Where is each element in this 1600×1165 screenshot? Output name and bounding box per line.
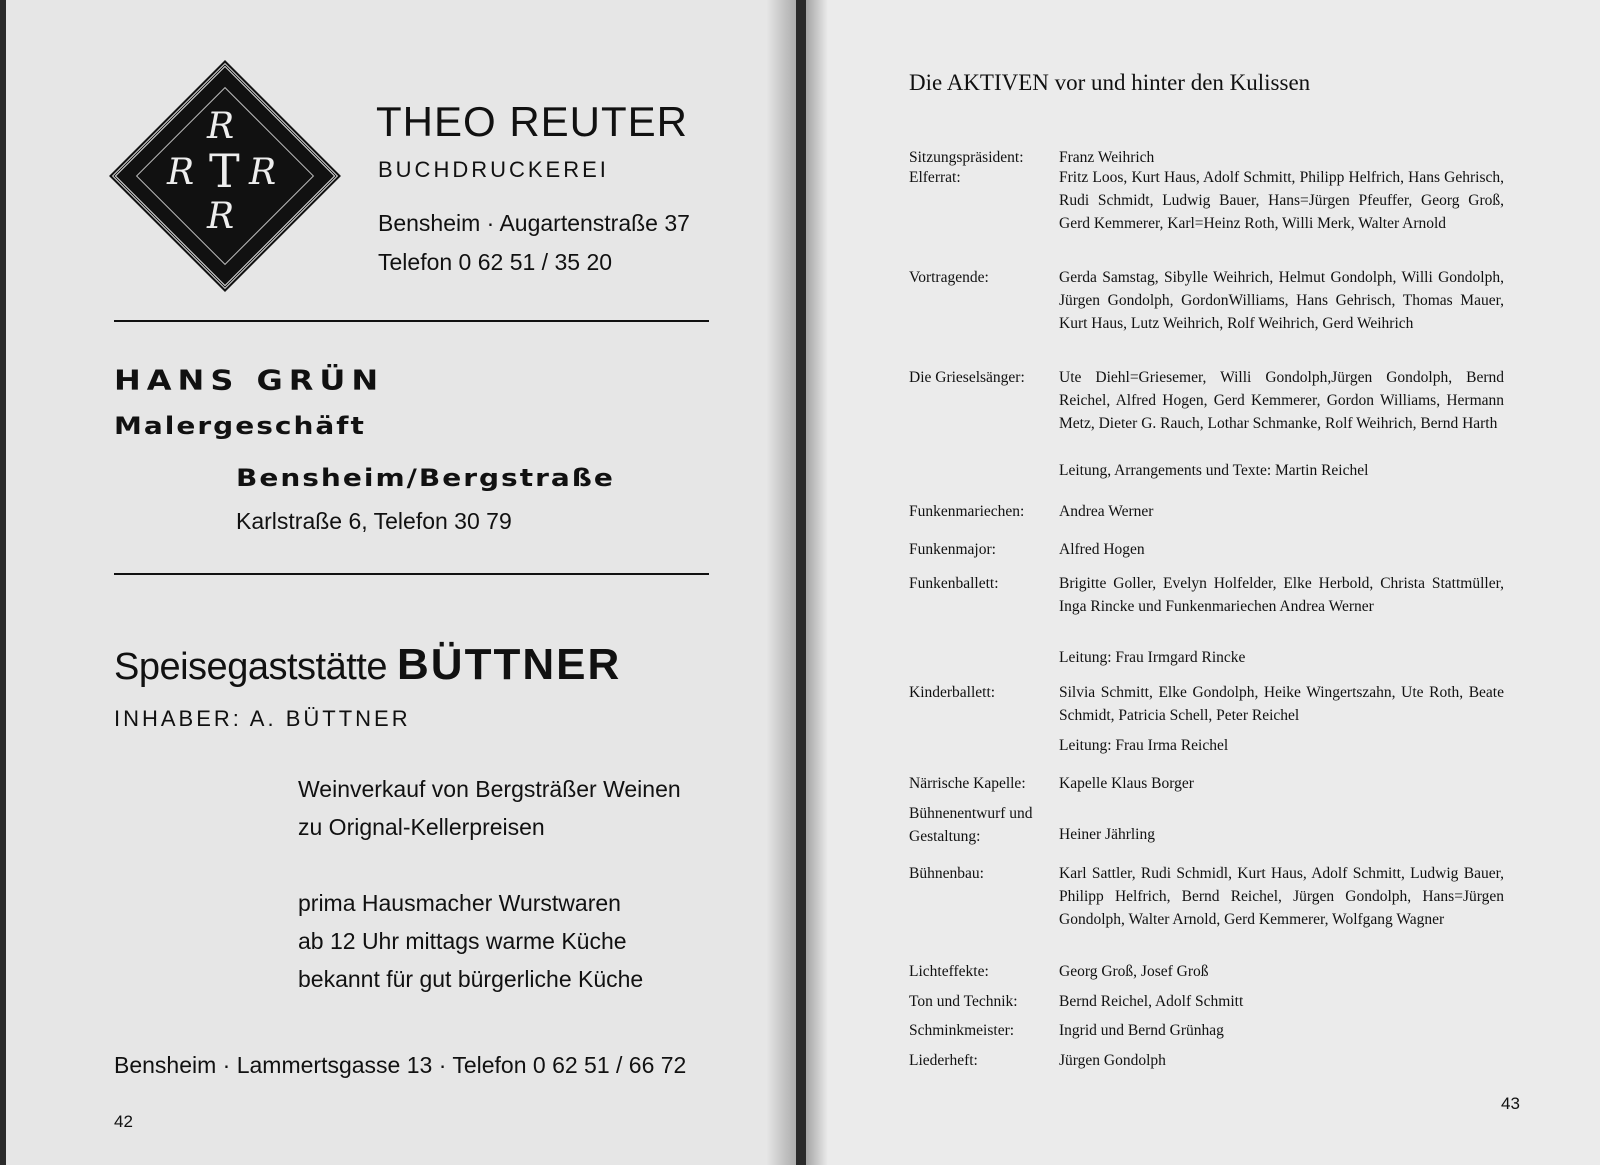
page-number: 43 — [1501, 1094, 1520, 1113]
credit-label: Kinderballett: — [909, 684, 996, 701]
gruen-city: Bensheim/Bergstraße — [236, 464, 615, 493]
credit-label: Ton und Technik: — [909, 993, 1018, 1010]
credit-value: Georg Groß, Josef Groß — [1059, 963, 1209, 980]
reuter-phone: Telefon 0 62 51 / 35 20 — [378, 249, 613, 275]
gruen-subtitle: Malergeschäft — [114, 412, 366, 441]
credit-value: Leitung: Frau Irma Reichel — [1059, 737, 1229, 754]
credit-label: Bühnenentwurf und Gestaltung: — [909, 805, 1033, 845]
credit-value: Brigitte Goller, Evelyn Holfelder, Elke Herbold, Christa Stattmüller, Inga Rincke und Funkenmariechen Andrea Werner — [1059, 575, 1504, 615]
credit-value: Heiner Jährling — [1059, 826, 1155, 843]
gruen-name: HANS GRÜN — [114, 364, 385, 397]
reuter-address: Bensheim · Augartenstraße 37 — [378, 210, 690, 236]
credit-label: Elferrat: — [909, 169, 961, 186]
page-number: 42 — [114, 1112, 133, 1131]
credit-label: Funkenballett: — [909, 575, 999, 592]
credit-label: Vortragende: — [909, 269, 989, 286]
credit-value: Leitung, Arrangements und Texte: Martin Reichel — [1059, 462, 1369, 479]
divider — [114, 320, 709, 322]
buettner-name: BÜTTNER — [397, 640, 622, 689]
reuter-subtitle: BUCHDRUCKEREI — [378, 157, 609, 182]
gruen-address: Karlstraße 6, Telefon 30 79 — [236, 508, 512, 534]
buettner-address: Bensheim · Lammertsgasse 13 · Telefon 0 62 51 / 66 72 — [114, 1052, 687, 1078]
credit-value: Gerda Samstag, Sibylle Weihrich, Helmut Gondolph, Willi Gondolph, Jürgen Gondolph, GordonWilliams, Hans Gehrisch, Thomas Mauer, Kurt Haus, Lutz Weihrich, Rolf Weihrich, Gerd Weihrich — [1059, 269, 1504, 332]
credit-value: Ingrid und Bernd Grünhag — [1059, 1022, 1224, 1039]
right-page — [806, 0, 1600, 1165]
credit-value: Jürgen Gondolph — [1059, 1052, 1166, 1069]
credit-value: Silvia Schmitt, Elke Gondolph, Heike Wingertszahn, Ute Roth, Beate Schmidt, Patricia Schell, Peter Reichel — [1059, 684, 1504, 724]
buettner-line: ab 12 Uhr mittags warme Küche — [298, 928, 627, 954]
credit-label: Schminkmeister: — [909, 1022, 1015, 1039]
credit-label: Lichteffekte: — [909, 963, 989, 980]
credit-value: Leitung: Frau Irmgard Rincke — [1059, 649, 1246, 666]
credit-value: Ute Diehl=Griesemer, Willi Gondolph,Jürgen Gondolph, Bernd Reichel, Alfred Hogen, Gerd Kemmerer, Gordon Williams, Hermann Metz, Dieter G. Rauch, Lothar Schmanke, Rolf Weihrich, Bernd Harth — [1059, 369, 1504, 432]
credit-value: Alfred Hogen — [1059, 541, 1145, 558]
credit-label: Funkenmariechen: — [909, 503, 1025, 520]
buettner-heading — [114, 640, 621, 690]
buettner-owner: INHABER: A. BÜTTNER — [114, 706, 411, 731]
credit-label: Liederheft: — [909, 1052, 978, 1069]
buettner-line: bekannt für gut bürgerliche Küche — [298, 966, 644, 992]
page-title: Die AKTIVEN vor und hinter den Kulissen — [909, 70, 1311, 95]
reuter-name: THEO REUTER — [376, 98, 689, 145]
credit-label: Bühnenbau: — [909, 865, 984, 882]
credit-value: Fritz Loos, Kurt Haus, Adolf Schmitt, Philipp Helfrich, Hans Gehrisch, Rudi Schmidt, Ludwig Bauer, Hans=Jürgen Pfeuffer, Georg Groß, Gerd Kemmerer, Karl=Heinz Roth, Willi Merk, Walter Arnold — [1059, 169, 1504, 232]
left-page — [6, 0, 796, 1165]
credit-value: Andrea Werner — [1059, 503, 1154, 520]
credit-value: Bernd Reichel, Adolf Schmitt — [1059, 993, 1244, 1010]
buettner-prefix: Speisegaststätte — [114, 646, 387, 688]
printer-logo-monogram: R R T R R — [167, 106, 277, 237]
buettner-line: Weinverkauf von Bergsträßer Weinen — [298, 776, 681, 802]
credit-value: Franz Weihrich — [1059, 149, 1155, 166]
credit-value: Kapelle Klaus Borger — [1059, 775, 1194, 792]
buettner-line: prima Hausmacher Wurstwaren — [298, 890, 621, 916]
credit-label: Funkenmajor: — [909, 541, 996, 558]
buettner-line: zu Orignal-Kellerpreisen — [298, 814, 545, 840]
divider — [114, 573, 709, 575]
credit-label: Närrische Kapelle: — [909, 775, 1026, 792]
credit-value: Karl Sattler, Rudi Schmidl, Kurt Haus, Adolf Schmitt, Ludwig Bauer, Philipp Helfrich, Bernd Reichel, Jürgen Gondolph, Hans=Jürgen Gondolph, Walter Arnold, Gerd Kemmerer, Wolfgang Wagner — [1059, 865, 1504, 928]
credit-label: Sitzungspräsident: — [909, 149, 1024, 166]
credit-label: Die Grieselsänger: — [909, 369, 1025, 386]
